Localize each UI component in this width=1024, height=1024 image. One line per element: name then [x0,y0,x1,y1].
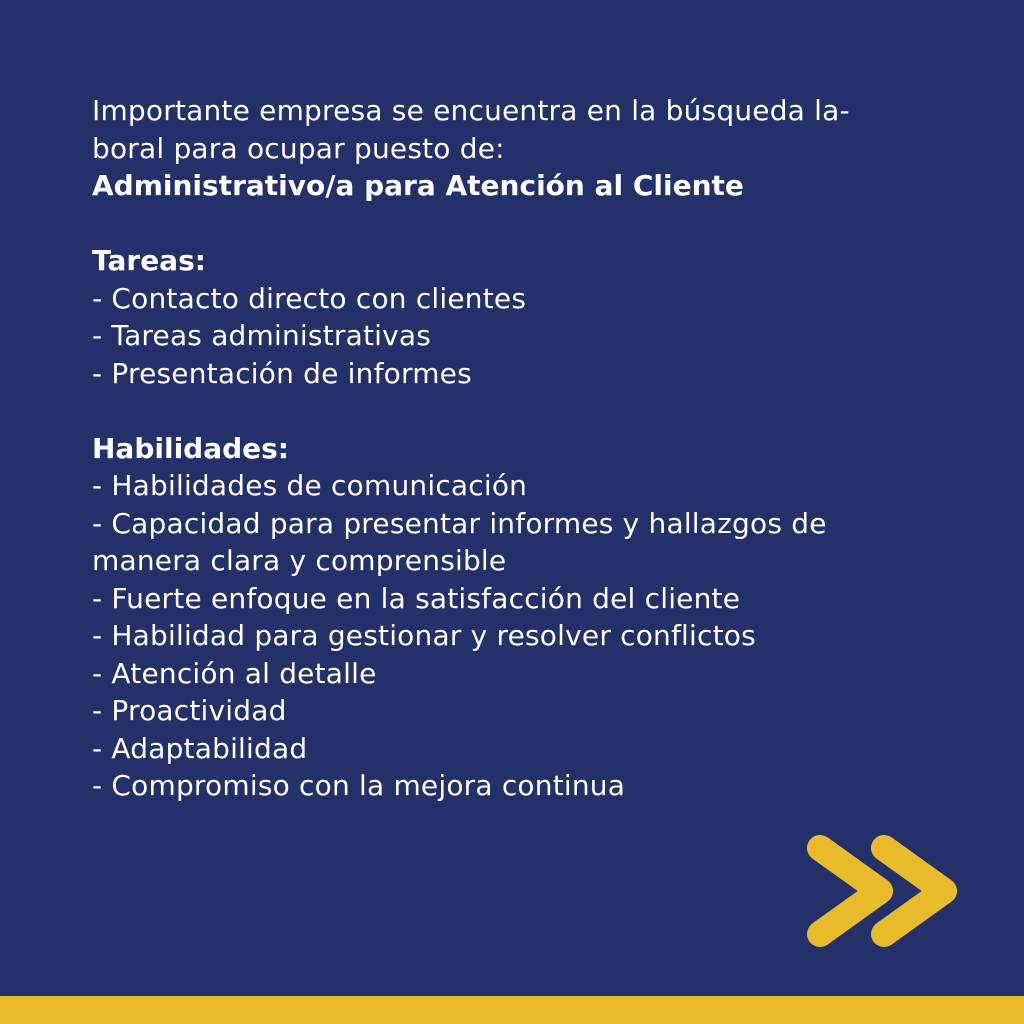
spacer [92,205,952,243]
skill-item: - Proactividad [92,694,287,727]
task-item: - Contacto directo con clientes [92,281,527,315]
spacer [92,392,952,430]
skills-heading: Habilidades: [92,431,289,465]
skill-item: - Capacidad para presentar informes y hallazgos de [92,506,827,540]
skill-item: - Fuerte enfoque en la satisfacción del cliente [92,581,741,615]
chevron-left-icon [820,848,880,934]
tasks-heading: Tareas: [92,244,206,277]
skill-item: - Adaptabilidad [92,731,308,765]
skill-item: - Habilidad para gestionar y resolver conflictos [92,619,756,652]
task-item: - Tareas administrativas [92,319,432,352]
job-posting-text [92,92,952,805]
intro-line-1: Importante empresa se encuentra en la búsqueda la- [92,94,850,127]
skill-item-continuation: manera clara y comprensible [92,544,507,577]
skill-item: - Compromiso con la mejora continua [92,769,626,802]
double-chevron-right-icon [800,826,960,956]
intro-line-2: boral para ocupar puesto de: [92,131,505,165]
bottom-accent-bar [0,996,1024,1024]
task-item: - Presentación de informes [92,356,472,390]
skill-item: - Atención al detalle [92,656,377,690]
skill-item: - Habilidades de comunicación [92,469,528,502]
position-title: Administrativo/a para Atención al Cliente [92,169,744,202]
